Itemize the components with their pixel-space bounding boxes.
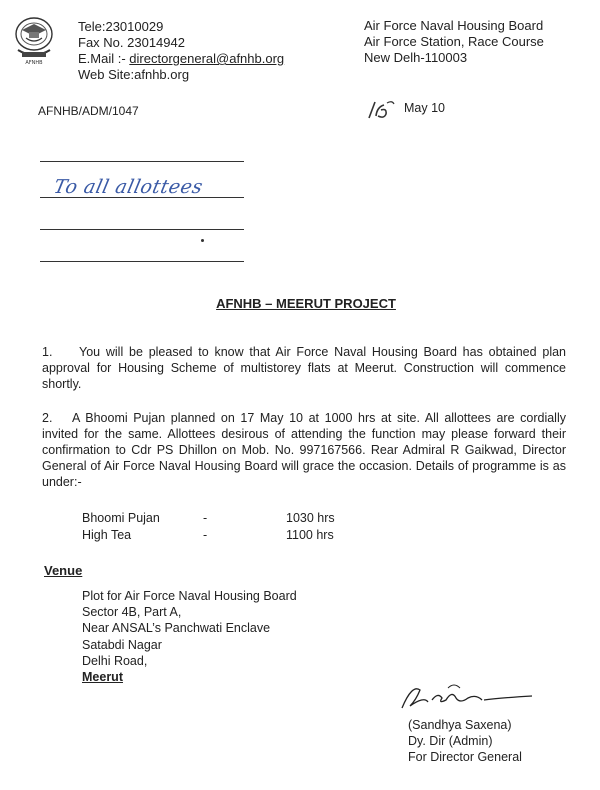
address-line-3 — [40, 229, 244, 230]
station: Air Force Station, Race Course — [364, 34, 544, 49]
venue-line: Satabdi Nagar — [82, 637, 162, 652]
programme-separator: - — [203, 511, 208, 525]
stray-dot — [201, 239, 204, 242]
venue-heading: Venue — [44, 563, 83, 578]
venue-line: Sector 4B, Part A, — [82, 605, 182, 620]
programme-row — [82, 510, 362, 527]
svg-text:AFNHB: AFNHB — [25, 60, 43, 66]
signatory-block — [408, 717, 522, 766]
handwritten-signature — [398, 678, 536, 718]
fax-number: Fax No. 23014942 — [78, 35, 185, 50]
telephone: Tele:23010029 — [78, 19, 164, 34]
programme-separator: - — [203, 528, 208, 542]
venue-line: Delhi Road, — [82, 653, 148, 668]
paragraph-1 — [42, 344, 566, 392]
handwritten-date-day — [366, 96, 396, 122]
addressee-handwritten: To all allottees — [51, 176, 205, 198]
reference-number: AFNHB/ADM/1047 — [38, 104, 139, 118]
programme-event: Bhoomi Pujan — [82, 511, 160, 525]
address-line-1 — [40, 161, 244, 162]
programme-row — [82, 527, 362, 544]
paragraph-2 — [42, 410, 566, 490]
paragraph-number: 1. — [42, 345, 53, 359]
organization-address — [364, 18, 544, 66]
city: New Delh-110003 — [364, 50, 468, 65]
paragraph-text: You will be pleased to know that Air Force Naval Housing Board has obtained plan approval for Housing Scheme of multistorey flats at Meerut. Construction will commence shortly. — [42, 345, 566, 391]
programme-table — [82, 510, 362, 544]
date-month-year: May 10 — [404, 101, 445, 115]
paragraph-number: 2. — [42, 411, 53, 425]
paragraph-text: A Bhoomi Pujan planned on 17 May 10 at 1000 hrs at site. All allottees are cordially invited for the same. Allottees desirous of attending the function may please forward their confirmation to Cdr PS Dhillon on Mob. No. 997167566. Rear Admiral R Gaikwad, Director General of Air Force Naval Housing Board will grace the occasion. Details of programme is as under:- — [42, 411, 566, 489]
email-line — [78, 51, 284, 67]
afnhb-emblem-icon — [12, 16, 56, 66]
programme-time: 1100 hrs — [286, 528, 334, 542]
organization-name: Air Force Naval Housing Board — [364, 18, 544, 33]
address-line-2 — [40, 197, 244, 198]
address-line-4 — [40, 261, 244, 262]
email-link[interactable]: directorgeneral@afnhb.org — [129, 51, 285, 66]
signatory-for: For Director General — [408, 750, 522, 765]
signatory-designation: Dy. Dir (Admin) — [408, 734, 493, 749]
subject-heading: AFNHB – MEERUT PROJECT — [216, 296, 396, 311]
venue-address — [82, 588, 297, 685]
programme-event: High Tea — [82, 528, 132, 542]
venue-line: Near ANSAL’s Panchwati Enclave — [82, 621, 271, 636]
venue-line: Plot for Air Force Naval Housing Board — [82, 589, 297, 603]
venue-city: Meerut — [82, 670, 123, 685]
email-label: E.Mail :- — [78, 51, 130, 66]
programme-time: 1030 hrs — [286, 511, 335, 525]
website[interactable]: Web Site:afnhb.org — [78, 67, 190, 82]
contact-block — [78, 19, 284, 83]
signatory-name: (Sandhya Saxena) — [408, 718, 512, 732]
